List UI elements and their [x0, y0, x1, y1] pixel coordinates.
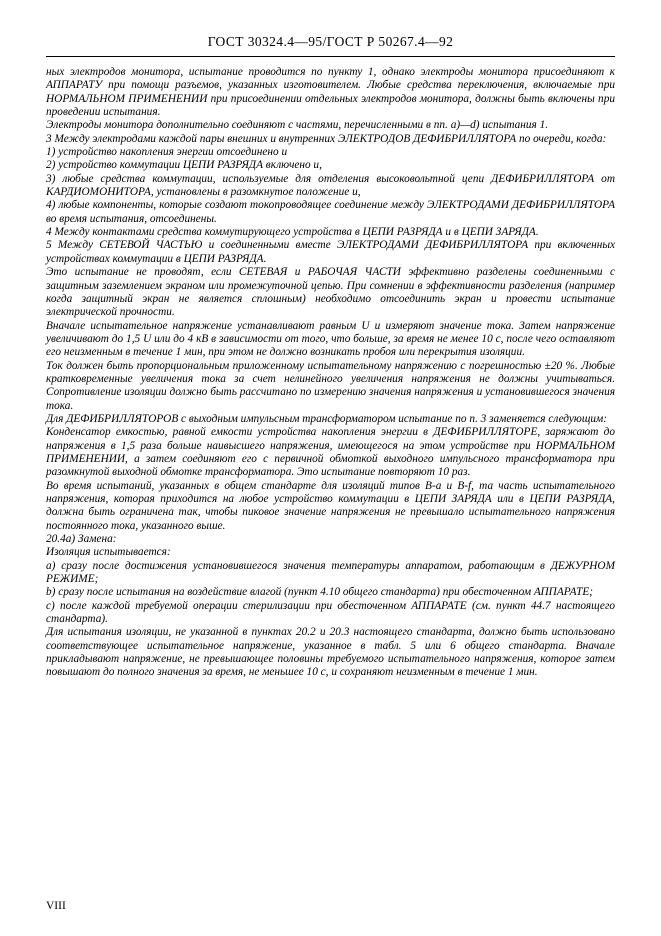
- paragraph: Изоляция испытывается:: [46, 546, 171, 559]
- paragraph: b) сразу после испытания на воздействие влагой (пункт 4.10 общего стандарта) при обесточенном АППАРАТЕ;: [46, 586, 594, 599]
- paragraph: c) после каждой требуемой операции стерилизации при обесточенном АППАРАТЕ (см. пункт 44.7 настоящего стандарта).: [46, 599, 615, 626]
- page-header: ГОСТ 30324.4—95/ГОСТ Р 50267.4—92: [207, 34, 454, 49]
- paragraph: Во время испытаний, указанных в общем стандарте для изоляций типов B-a и B-f, та часть испытательного напряжения, которая приходится на любое устройство коммутации в ЦЕПИ ЗАРЯДА или в ЦЕПИ РАЗРЯДА, должна быть ограничена так, чтобы пиковое значение напряжения не превышало испытательного напряжения постоянного тока, указанного выше.: [46, 479, 615, 532]
- paragraph: Конденсатор емкостью, равной емкости устройства накопления энергии в ДЕФИБРИЛЛЯТОРЕ, заряжают до напряжения в 1,5 раза больше наивысшего напряжения, имеющегося на этом устройстве при НОРМАЛЬНОМ ПРИМЕНЕНИИ, а затем соединяют его с первичной обмоткой выходного импульсного трансформатора при разомкнутой выходной обмотке трансформатора. Это испытание повторяют 10 раз.: [46, 426, 615, 479]
- header-divider: [46, 56, 615, 57]
- paragraph: 3 Между электродами каждой пары внешних и внутренних ЭЛЕКТРОДОВ ДЕФИБРИЛЛЯТОРА по очереди, когда:: [46, 132, 607, 145]
- paragraph: 3) любые средства коммутации, используемые для отделения высоковольтной цепи ДЕФИБРИЛЛЯТОРА от КАРДИОМОНИТОРА, установлены в разомкнутое положение и,: [46, 172, 615, 199]
- paragraph: Это испытание не проводят, если СЕТЕВАЯ и РАБОЧАЯ ЧАСТИ эффективно разделены соединенными с защитным заземлением экраном или промежуточной цепью. При сомнении в эффективности разделения (например когда защитный экран не является сплошным) необходимо отсоединить экран и провести испытание электрической прочности.: [46, 266, 615, 319]
- paragraph: 4) любые компоненты, которые создают токопроводящее соединение между ЭЛЕКТРОДАМИ ДЕФИБРИЛЛЯТОРА во время испытания, отсоединены.: [46, 199, 615, 225]
- paragraph: 4 Между контактами средства коммутирующего устройства в ЦЕПИ РАЗРЯДА и в ЦЕПИ ЗАРЯДА.: [46, 226, 539, 239]
- paragraph: Ток должен быть пропорциональным приложенному испытательному напряжению с погрешностью ±20 %. Любые кратковременные увеличения тока за счет нелинейного увеличения напряжения не должны учитываться. Сопротивление изоляции должно быть рассчитано по измерению значения напряжения и установившегося значения тока.: [46, 359, 615, 412]
- paragraph: Для ДЕФИБРИЛЛЯТОРОВ с выходным импульсным трансформатором испытание по п. 3 заменяется следующим:: [46, 412, 608, 425]
- paragraph: Вначале испытательное напряжение устанавливают равным U и измеряют значение тока. Затем напряжение увеличивают до 1,5 U или до 4 кВ в зависимости от того, что больше, за время не менее 10 с, после чего оставляют его неизменным в течение 1 мин, при этом не должно возникать пробоя или перекрытия изоляции.: [46, 319, 615, 359]
- paragraph: Для испытания изоляции, не указанной в пунктах 20.2 и 20.3 настоящего стандарта, должно быть использовано соответствующее испытательное напряжение, указанное в табл. 5 или 6 общего стандарта. Вначале прикладывают напряжение, не превышающее половины требуемого испытательного напряжения, которое затем повышают до полного значения за время, не меньшее 10 с, и сохраняют неизменным в течение 1 мин.: [46, 626, 615, 679]
- paragraph: 1) устройство накопления энергии отсоединено и: [46, 146, 288, 159]
- paragraph: 2) устройство коммутации ЦЕПИ РАЗРЯДА включено и,: [46, 159, 322, 172]
- page-number: VIII: [46, 900, 66, 912]
- paragraph: Электроды монитора дополнительно соединяют с частями, перечисленными в пп. a)—d) испытания 1.: [46, 119, 549, 132]
- paragraph: ных электродов монитора, испытание проводится по пункту 1, однако электроды монитора присоединяют к АППАРАТУ при помощи разъемов, указанных изготовителем. Любые средства переключения, включаемые при НОРМАЛЬНОМ ПРИМЕНЕНИИ при присоединении отдельных электродов монитора, должны быть включены при проведении испытания.: [46, 66, 615, 119]
- paragraph: 20.4a) Замена:: [46, 533, 117, 546]
- paragraph: 5 Между СЕТЕВОЙ ЧАСТЬЮ и соединенными вместе ЭЛЕКТРОДАМИ ДЕФИБРИЛЛЯТОРА при включенных устройствах коммутации в ЦЕПИ РАЗРЯДА.: [46, 239, 615, 265]
- paragraph: a) сразу после достижения установившегося значения температуры аппаратом, работающим в ДЕЖУРНОМ РЕЖИМЕ;: [46, 559, 615, 586]
- document-body: [46, 66, 615, 680]
